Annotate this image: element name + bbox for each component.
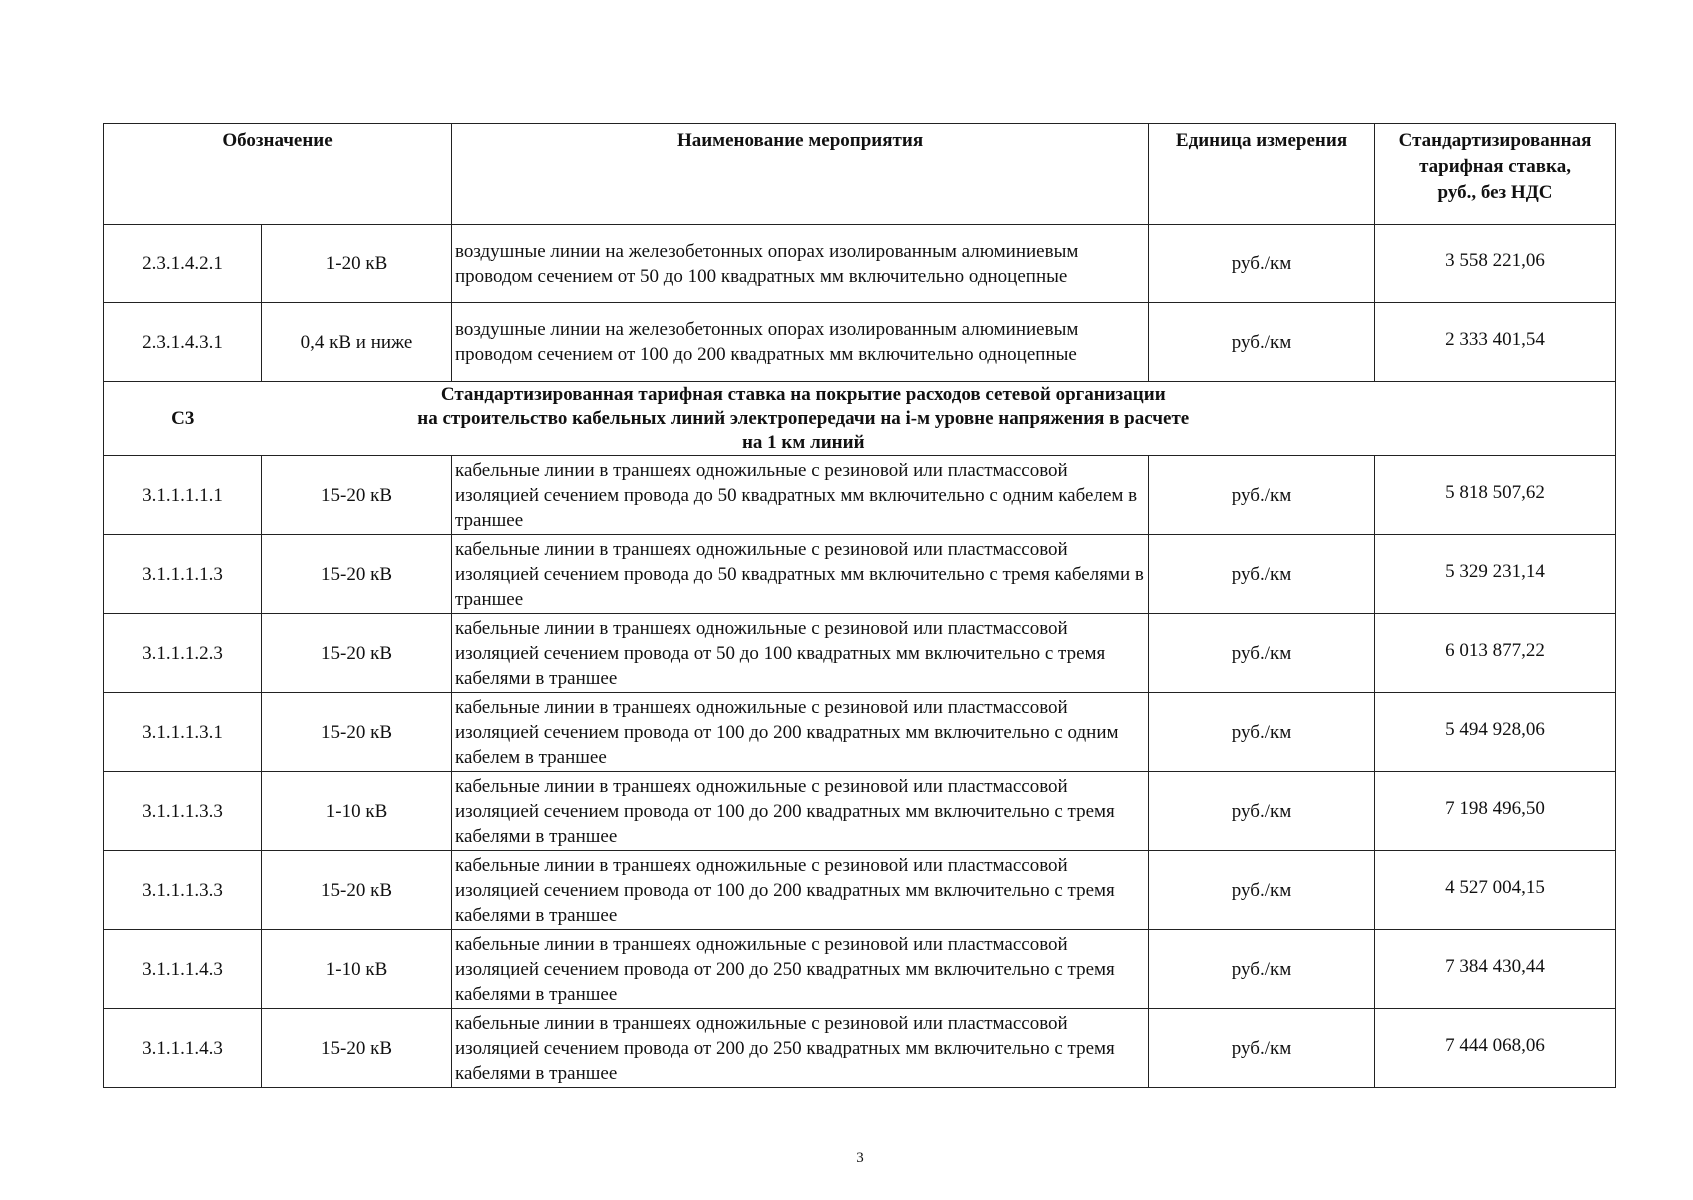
row-voltage: 1-20 кВ	[262, 225, 452, 303]
row-code: 3.1.1.1.3.3	[104, 772, 262, 851]
row-rate: 6 013 877,22	[1375, 614, 1616, 693]
row-unit: руб./км	[1149, 693, 1375, 772]
section-title	[262, 382, 1616, 456]
table-row	[104, 225, 1616, 303]
row-rate: 5 329 231,14	[1375, 535, 1616, 614]
header-rate-line2: тарифная ставка,	[1419, 156, 1571, 177]
row-code: 3.1.1.1.4.3	[104, 1009, 262, 1088]
header-unit: Единица измерения	[1149, 124, 1375, 225]
row-activity-name: воздушные линии на железобетонных опорах изолированным алюминиевым проводом сечением от 100 до 200 квадратных мм включительно одноцепные	[452, 303, 1149, 382]
row-rate: 7 198 496,50	[1375, 772, 1616, 851]
row-rate: 3 558 221,06	[1375, 225, 1616, 303]
row-unit: руб./км	[1149, 225, 1375, 303]
row-activity-name: кабельные линии в траншеях одножильные с резиновой или пластмассовой изоляцией сечением провода до 50 квадратных мм включительно с одним кабелем в траншее	[452, 456, 1149, 535]
header-designation: Обозначение	[104, 124, 452, 225]
table-row	[104, 851, 1616, 930]
table-row	[104, 1009, 1616, 1088]
row-rate: 5 494 928,06	[1375, 693, 1616, 772]
row-code: 3.1.1.1.1.3	[104, 535, 262, 614]
tariff-table	[103, 123, 1616, 1088]
table-row	[104, 930, 1616, 1009]
row-voltage: 1-10 кВ	[262, 772, 452, 851]
row-rate: 7 444 068,06	[1375, 1009, 1616, 1088]
table-row	[104, 772, 1616, 851]
row-activity-name: кабельные линии в траншеях одножильные с резиновой или пластмассовой изоляцией сечением провода от 100 до 200 квадратных мм включительно с тремя кабелями в траншее	[452, 851, 1149, 930]
row-unit: руб./км	[1149, 456, 1375, 535]
section-title-line3: на 1 км линий	[741, 431, 865, 453]
header-activity: Наименование мероприятия	[452, 124, 1149, 225]
row-voltage: 15-20 кВ	[262, 693, 452, 772]
header-rate	[1375, 124, 1616, 225]
row-voltage: 15-20 кВ	[262, 456, 452, 535]
row-unit: руб./км	[1149, 930, 1375, 1009]
table-header-row	[104, 124, 1616, 225]
row-code: 3.1.1.1.3.1	[104, 693, 262, 772]
row-code: 3.1.1.1.2.3	[104, 614, 262, 693]
row-voltage: 0,4 кВ и ниже	[262, 303, 452, 382]
section-code: С3	[104, 382, 262, 456]
row-code: 2.3.1.4.2.1	[104, 225, 262, 303]
row-unit: руб./км	[1149, 614, 1375, 693]
section-row	[104, 382, 1616, 456]
row-activity-name: кабельные линии в траншеях одножильные с резиновой или пластмассовой изоляцией сечением провода до 50 квадратных мм включительно с тремя кабелями в траншее	[452, 535, 1149, 614]
row-activity-name: воздушные линии на железобетонных опорах изолированным алюминиевым проводом сечением от 50 до 100 квадратных мм включительно одноцепные	[452, 225, 1149, 303]
table-row	[104, 535, 1616, 614]
row-code: 2.3.1.4.3.1	[104, 303, 262, 382]
row-unit: руб./км	[1149, 1009, 1375, 1088]
row-rate: 2 333 401,54	[1375, 303, 1616, 382]
table-row	[104, 303, 1616, 382]
row-unit: руб./км	[1149, 303, 1375, 382]
row-activity-name: кабельные линии в траншеях одножильные с резиновой или пластмассовой изоляцией сечением провода от 100 до 200 квадратных мм включительно с тремя кабелями в траншее	[452, 772, 1149, 851]
section-title-line2: на строительство кабельных линий электропередачи на i-м уровне напряжения в расчете	[417, 407, 1190, 429]
row-unit: руб./км	[1149, 535, 1375, 614]
header-rate-line1: Стандартизированная	[1398, 130, 1592, 151]
page-number: 3	[856, 1150, 864, 1166]
row-rate: 4 527 004,15	[1375, 851, 1616, 930]
row-activity-name: кабельные линии в траншеях одножильные с резиновой или пластмассовой изоляцией сечением провода от 50 до 100 квадратных мм включительно с тремя кабелями в траншее	[452, 614, 1149, 693]
row-activity-name: кабельные линии в траншеях одножильные с резиновой или пластмассовой изоляцией сечением провода от 200 до 250 квадратных мм включительно с тремя кабелями в траншее	[452, 930, 1149, 1009]
row-unit: руб./км	[1149, 772, 1375, 851]
row-activity-name: кабельные линии в траншеях одножильные с резиновой или пластмассовой изоляцией сечением провода от 100 до 200 квадратных мм включительно с одним кабелем в траншее	[452, 693, 1149, 772]
row-voltage: 15-20 кВ	[262, 851, 452, 930]
row-code: 3.1.1.1.3.3	[104, 851, 262, 930]
section-title-line1: Стандартизированная тарифная ставка на покрытие расходов сетевой организации	[440, 383, 1166, 405]
row-unit: руб./км	[1149, 851, 1375, 930]
row-voltage: 1-10 кВ	[262, 930, 452, 1009]
row-voltage: 15-20 кВ	[262, 1009, 452, 1088]
row-voltage: 15-20 кВ	[262, 614, 452, 693]
row-rate: 7 384 430,44	[1375, 930, 1616, 1009]
row-rate: 5 818 507,62	[1375, 456, 1616, 535]
row-activity-name: кабельные линии в траншеях одножильные с резиновой или пластмассовой изоляцией сечением провода от 200 до 250 квадратных мм включительно с тремя кабелями в траншее	[452, 1009, 1149, 1088]
row-code: 3.1.1.1.1.1	[104, 456, 262, 535]
table-row	[104, 456, 1616, 535]
row-voltage: 15-20 кВ	[262, 535, 452, 614]
header-rate-line3: руб., без НДС	[1437, 182, 1553, 203]
row-code: 3.1.1.1.4.3	[104, 930, 262, 1009]
table-row	[104, 693, 1616, 772]
table-row	[104, 614, 1616, 693]
